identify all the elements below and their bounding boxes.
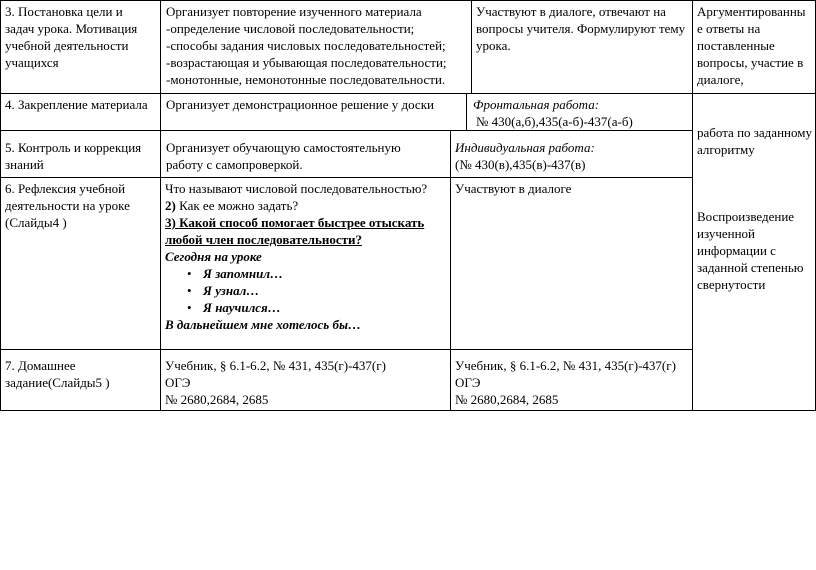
row7-teacher-homework: Учебник, § 6.1-6.2, № 431, 435(г)-437(г) ОГЭ № 2680,2684, 2685 <box>165 358 386 407</box>
row4-stage: 4. Закрепление материала <box>5 97 148 112</box>
row4-teacher-activity: Организует демонстрационное решение у доски <box>166 97 434 112</box>
row3-stage: 3. Постановка цели и задач урока. Мотивация учебной деятельности учащихся <box>5 4 138 70</box>
row3-teacher-activity: Организует повторение изученного материала -определение числовой последовательности; -способы задания числовых последовательностей; -возрастающая и убывающая последовательности; -монотонные, немонотонные последовательности. <box>166 4 447 87</box>
row4-student-tasks: № 430(а,б),435(а-б)-437(а-б) <box>476 114 633 129</box>
reflection-question-3: 3) Какой способ помогает быстрее отыскать любой член последовательности? <box>165 215 425 247</box>
table-border-top <box>0 0 816 1</box>
row7-student-homework: Учебник, § 6.1-6.2, № 431, 435(г)-437(г) ОГЭ № 2680,2684, 2685 <box>455 358 676 407</box>
results-reproduction: Воспроизведение изученной информации с заданной степенью свернутости <box>697 209 804 292</box>
question-2-number: 2) <box>165 198 176 213</box>
row5-work-type: Индивидуальная работа: <box>455 140 595 155</box>
column-divider <box>450 130 451 411</box>
row5-student-tasks: (№ 430(в),435(в)-437(в) <box>455 157 586 172</box>
row5-teacher-activity: Организует обучающую самостоятельную работу с самопроверкой. <box>166 140 401 172</box>
row6-stage: 6. Рефлексия учебной деятельности на уроке (Слайды4 ) <box>5 181 130 230</box>
column-divider <box>466 93 467 131</box>
list-item: • Я запомнил… <box>165 265 448 282</box>
reflection-bullets <box>165 265 448 316</box>
row-divider <box>0 349 692 350</box>
table-border-left <box>0 0 1 411</box>
row5-stage: 5. Контроль и коррекция знаний <box>5 140 142 172</box>
reflection-question-1: Что называют числовой последовательностью? <box>165 181 428 196</box>
results-algorithm: работа по заданному алгоритму <box>697 125 812 157</box>
row-divider <box>0 93 816 94</box>
row-divider <box>0 177 692 178</box>
row6-student-activity: Участвуют в диалоге <box>455 181 572 196</box>
table-border-bottom <box>0 410 816 411</box>
row3-results: Аргументированны е ответы на поставленные вопросы, участие в диалоге, <box>697 4 806 87</box>
row6-teacher-activity <box>165 180 448 333</box>
row-divider <box>0 130 692 131</box>
row3-student-activity: Участвуют в диалоге, отвечают на вопросы учителя. Формулируют тему урока. <box>476 4 686 53</box>
row4-work-type: Фронтальная работа: <box>473 97 600 112</box>
list-item: • Я научился… <box>165 299 448 316</box>
reflection-question-2 <box>165 197 448 214</box>
column-divider <box>471 0 472 94</box>
column-divider <box>692 0 693 411</box>
question-2-text: Как ее можно задать? <box>175 198 299 213</box>
row7-stage: 7. Домашнее задание(Слайды5 ) <box>5 358 110 390</box>
reflection-future: В дальнейшем мне хотелось бы… <box>165 317 361 332</box>
list-item: • Я узнал… <box>165 282 448 299</box>
reflection-today: Сегодня на уроке <box>165 249 262 264</box>
column-divider <box>160 0 161 411</box>
